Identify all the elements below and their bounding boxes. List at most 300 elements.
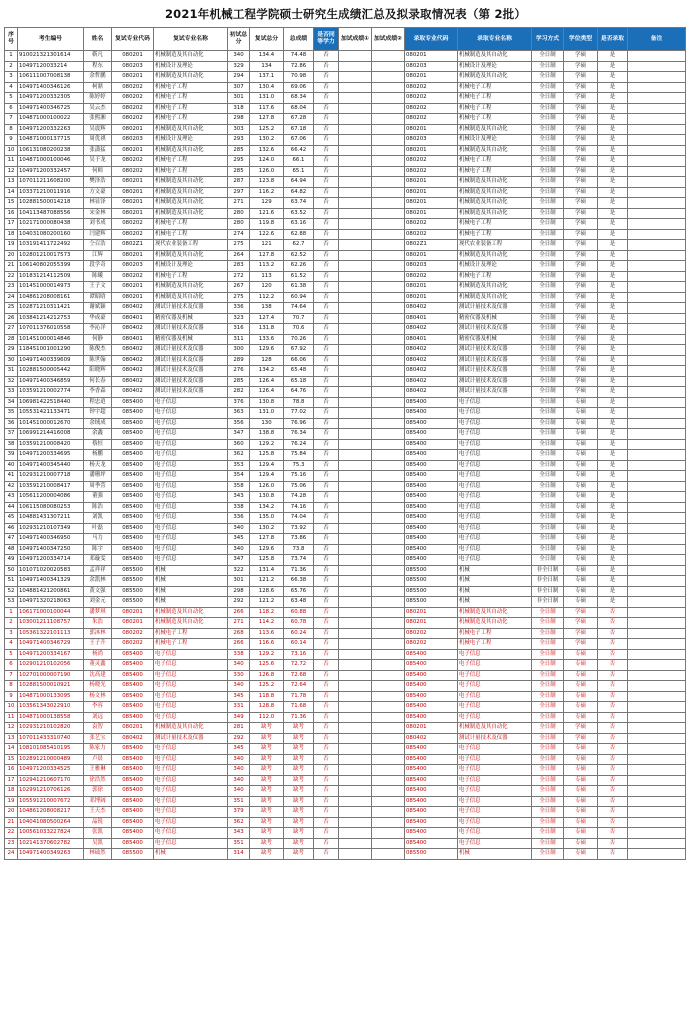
- table-cell: 10701143331074​0: [18, 733, 84, 744]
- table-cell: [372, 754, 405, 765]
- table-cell: 289: [228, 355, 250, 366]
- table-row: [5, 807, 686, 818]
- table-cell: 080201: [405, 250, 458, 261]
- table-cell: [372, 702, 405, 713]
- table-cell: 现代农业装备工程: [458, 240, 532, 251]
- table-cell: 否: [314, 555, 339, 566]
- table-cell: 71.68: [284, 702, 314, 713]
- table-cell: [372, 681, 405, 692]
- table-cell: 是: [598, 324, 628, 335]
- table-cell: 298: [228, 586, 250, 597]
- table-cell: 080202: [112, 271, 154, 282]
- table-cell: 080201: [112, 124, 154, 135]
- table-cell: 10497140034672​5: [18, 103, 84, 114]
- table-cell: 13: [5, 733, 18, 744]
- table-cell: 080202: [405, 229, 458, 240]
- table-cell: 19: [5, 796, 18, 807]
- table-cell: 测试计量技术及仪器: [458, 355, 532, 366]
- table-cell: 10299121070612​6: [18, 786, 84, 797]
- table-cell: 否: [598, 607, 628, 618]
- table-cell: 23: [5, 282, 18, 293]
- table-row: [5, 271, 686, 282]
- table-cell: 10287121031142​1: [18, 303, 84, 314]
- table-cell: 专硕: [564, 765, 598, 776]
- table-cell: [372, 691, 405, 702]
- table-cell: 学硕: [564, 345, 598, 356]
- table-cell: 全日制: [532, 124, 564, 135]
- table-cell: 电子信息: [154, 450, 228, 461]
- table-row: [5, 723, 686, 734]
- table-cell: [339, 324, 372, 335]
- table-cell: 是: [598, 502, 628, 513]
- table-cell: 0802Z1: [112, 240, 154, 251]
- table-cell: 王天杰: [84, 807, 112, 818]
- table-cell: 21: [5, 817, 18, 828]
- table-cell: [372, 786, 405, 797]
- table-cell: 080201: [112, 607, 154, 618]
- table-cell: 专硕: [564, 481, 598, 492]
- table-cell: 吴云杰: [84, 103, 112, 114]
- table-cell: 全日制: [532, 61, 564, 72]
- table-cell: 268: [228, 628, 250, 639]
- table-cell: 孟祥祥: [84, 565, 112, 576]
- table-cell: 124.0: [250, 156, 284, 167]
- table-cell: 否: [314, 534, 339, 545]
- table-cell: 测试计量技术及仪器: [458, 345, 532, 356]
- table-cell: 否: [598, 786, 628, 797]
- table-cell: 全日制: [532, 313, 564, 324]
- table-cell: 王子文: [84, 282, 112, 293]
- table-cell: 否: [314, 219, 339, 230]
- table-cell: 10698142251844​0: [18, 397, 84, 408]
- table-cell: [339, 271, 372, 282]
- table-cell: 测试计量技术及仪器: [458, 733, 532, 744]
- table-cell: 080201: [112, 145, 154, 156]
- table-cell: 学硕: [564, 292, 598, 303]
- table-cell: 25: [5, 303, 18, 314]
- table-cell: 余鑫: [84, 429, 112, 440]
- table-cell: 机械制造及其自动化: [458, 51, 532, 62]
- table-cell: 全日制: [532, 355, 564, 366]
- table-cell: 080201: [112, 618, 154, 629]
- table-cell: 是: [598, 156, 628, 167]
- table-cell: 专硕: [564, 544, 598, 555]
- table-cell: 是: [598, 334, 628, 345]
- table-cell: [628, 670, 686, 681]
- table-cell: 129: [250, 198, 284, 209]
- table-cell: 10613108020023​8: [18, 145, 84, 156]
- table-cell: 专硕: [564, 418, 598, 429]
- table-cell: 080201: [405, 187, 458, 198]
- table-cell: 全日制: [532, 744, 564, 755]
- table-cell: 否: [314, 523, 339, 534]
- table-cell: 机械: [154, 597, 228, 608]
- table-cell: 何静: [84, 334, 112, 345]
- table-cell: 340: [228, 660, 250, 671]
- table-cell: 080402: [405, 324, 458, 335]
- table-cell: [372, 796, 405, 807]
- table-cell: 陈俊杰: [84, 345, 112, 356]
- table-cell: 15: [5, 754, 18, 765]
- table-cell: 085400: [112, 481, 154, 492]
- table-cell: 17: [5, 775, 18, 786]
- table-cell: 学硕: [564, 733, 598, 744]
- table-cell: 285: [228, 166, 250, 177]
- table-cell: 080402: [112, 376, 154, 387]
- table-cell: 085400: [112, 555, 154, 566]
- table-cell: [339, 565, 372, 576]
- table-cell: 27: [5, 324, 18, 335]
- table-cell: [372, 639, 405, 650]
- table-cell: 293: [228, 135, 250, 146]
- table-cell: 机械电子工程: [154, 271, 228, 282]
- table-cell: 是: [598, 544, 628, 555]
- table-cell: 否: [314, 597, 339, 608]
- table-cell: 否: [314, 366, 339, 377]
- table-cell: 65.1: [284, 166, 314, 177]
- table-cell: 125.8: [250, 555, 284, 566]
- table-cell: 3: [5, 72, 18, 83]
- table-cell: 14: [5, 187, 18, 198]
- table-cell: 否: [314, 135, 339, 146]
- table-cell: 缺考: [250, 775, 284, 786]
- table-cell: 330: [228, 670, 250, 681]
- table-cell: 否: [314, 166, 339, 177]
- table-cell: 127.8: [250, 534, 284, 545]
- table-cell: [339, 439, 372, 450]
- table-cell: 电子信息: [458, 702, 532, 713]
- table-cell: 否: [314, 660, 339, 671]
- table-cell: 21: [5, 261, 18, 272]
- col-header: 学位类型: [564, 28, 598, 51]
- table-cell: 全日制: [532, 271, 564, 282]
- table-cell: 128.6: [250, 586, 284, 597]
- table-cell: 缺考: [284, 775, 314, 786]
- table-cell: 114.2: [250, 618, 284, 629]
- table-cell: 测试计量技术及仪器: [458, 376, 532, 387]
- table-cell: 10701137601055​8: [18, 324, 84, 335]
- table-cell: 10559121000767​2: [18, 796, 84, 807]
- table-cell: 362: [228, 817, 250, 828]
- table-cell: 10270100000719​0: [18, 670, 84, 681]
- table-cell: 085400: [112, 691, 154, 702]
- table-cell: 62.7: [284, 240, 314, 251]
- table-cell: 机械制造及其自动化: [154, 208, 228, 219]
- table-cell: [372, 166, 405, 177]
- table-cell: 67.92: [284, 345, 314, 356]
- table-cell: 085400: [405, 397, 458, 408]
- table-cell: 080203: [405, 135, 458, 146]
- table-cell: 学硕: [564, 229, 598, 240]
- table-cell: 35: [5, 408, 18, 419]
- table-cell: 91002132130161​4: [18, 51, 84, 62]
- table-cell: 全日制: [532, 628, 564, 639]
- table-cell: 电子信息: [154, 817, 228, 828]
- table-cell: 283: [228, 261, 250, 272]
- table-cell: 085400: [112, 649, 154, 660]
- table-cell: 全日制: [532, 376, 564, 387]
- table-cell: 机械电子工程: [458, 271, 532, 282]
- table-cell: 否: [314, 817, 339, 828]
- table-row: [5, 828, 686, 839]
- table-cell: 8: [5, 124, 18, 135]
- table-cell: [339, 628, 372, 639]
- table-cell: 10294121060717​0: [18, 775, 84, 786]
- table-cell: 085400: [112, 775, 154, 786]
- table-cell: 全日制: [532, 135, 564, 146]
- table-cell: 63.52: [284, 208, 314, 219]
- table-cell: [628, 198, 686, 209]
- table-cell: 机械制造及其自动化: [154, 72, 228, 83]
- table-cell: 131.8: [250, 324, 284, 335]
- table-cell: 机械制造及其自动化: [154, 145, 228, 156]
- table-cell: 301: [228, 576, 250, 587]
- table-cell: 080402: [112, 366, 154, 377]
- table-cell: 349: [228, 712, 250, 723]
- table-cell: 否: [314, 744, 339, 755]
- table-cell: 潘珊坪: [84, 471, 112, 482]
- table-cell: 机械制造及其自动化: [458, 292, 532, 303]
- table-cell: [372, 471, 405, 482]
- table-cell: 何师: [84, 166, 112, 177]
- table-cell: 10497140034544​0: [18, 460, 84, 471]
- table-cell: 131.0: [250, 93, 284, 104]
- table-cell: 否: [314, 702, 339, 713]
- table-cell: 080203: [112, 61, 154, 72]
- table-cell: 085400: [112, 513, 154, 524]
- table-cell: 何长春: [84, 376, 112, 387]
- table-cell: 080202: [112, 628, 154, 639]
- table-cell: 学硕: [564, 103, 598, 114]
- table-cell: 刘凯: [84, 513, 112, 524]
- table-cell: 125.2: [250, 124, 284, 135]
- table-cell: 机械电子工程: [154, 166, 228, 177]
- table-cell: 否: [598, 807, 628, 818]
- table-cell: 邓博阔: [84, 796, 112, 807]
- table-cell: 336: [228, 513, 250, 524]
- table-cell: [372, 723, 405, 734]
- table-cell: 靳凡: [84, 51, 112, 62]
- table-cell: 085500: [112, 597, 154, 608]
- table-cell: 336: [228, 303, 250, 314]
- table-row: [5, 397, 686, 408]
- table-cell: 是: [598, 555, 628, 566]
- table-cell: 129.4: [250, 460, 284, 471]
- table-cell: 085400: [112, 838, 154, 849]
- table-cell: [339, 261, 372, 272]
- table-cell: 42: [5, 481, 18, 492]
- table-cell: 085400: [405, 828, 458, 839]
- table-row: [5, 72, 686, 83]
- table-cell: 全日制: [532, 334, 564, 345]
- table-cell: 董强: [84, 492, 112, 503]
- table-cell: 085400: [405, 544, 458, 555]
- table-cell: 否: [598, 765, 628, 776]
- table-cell: 6: [5, 660, 18, 671]
- table-row: [5, 292, 686, 303]
- table-cell: [372, 807, 405, 818]
- table-cell: 张凯: [84, 828, 112, 839]
- table-cell: 学硕: [564, 198, 598, 209]
- header-row: [5, 28, 686, 51]
- table-cell: 9: [5, 691, 18, 702]
- table-row: [5, 796, 686, 807]
- table-cell: 机械: [458, 565, 532, 576]
- table-cell: 085400: [405, 471, 458, 482]
- table-cell: 354: [228, 471, 250, 482]
- table-cell: 085400: [112, 408, 154, 419]
- table-cell: 126.8: [250, 670, 284, 681]
- table-cell: 机械制造及其自动化: [458, 198, 532, 209]
- table-cell: 10497120033469​5: [18, 450, 84, 461]
- table-cell: 机械制造及其自动化: [154, 198, 228, 209]
- table-cell: 陈世翰: [84, 355, 112, 366]
- table-cell: 10289121000048​9: [18, 754, 84, 765]
- table-cell: 机械电子工程: [154, 229, 228, 240]
- table-cell: 080202: [405, 166, 458, 177]
- table-cell: 080202: [405, 639, 458, 650]
- table-cell: 全日制: [532, 345, 564, 356]
- table-cell: [628, 177, 686, 188]
- table-cell: 5: [5, 93, 18, 104]
- table-cell: 否: [598, 702, 628, 713]
- table-cell: 机械电子工程: [458, 114, 532, 125]
- table-cell: 是: [598, 481, 628, 492]
- table-cell: [339, 744, 372, 755]
- table-cell: 是: [598, 145, 628, 156]
- table-cell: 45: [5, 513, 18, 524]
- table-cell: 吴震辉: [84, 124, 112, 135]
- table-cell: 郭沐林: [84, 628, 112, 639]
- table-cell: 电子信息: [154, 439, 228, 450]
- table-cell: 电子信息: [458, 544, 532, 555]
- table-cell: [372, 649, 405, 660]
- table-row: [5, 93, 686, 104]
- col-header: 姓名: [84, 28, 112, 51]
- table-row: [5, 408, 686, 419]
- table-cell: 126.0: [250, 166, 284, 177]
- table-cell: 否: [314, 198, 339, 209]
- table-cell: 129.2: [250, 649, 284, 660]
- table-cell: 专硕: [564, 754, 598, 765]
- table-cell: 否: [314, 292, 339, 303]
- table-row: [5, 534, 686, 545]
- table-cell: 专硕: [564, 429, 598, 440]
- table-cell: [372, 607, 405, 618]
- table-cell: 专硕: [564, 450, 598, 461]
- table-cell: 282: [228, 387, 250, 398]
- table-cell: 085400: [112, 754, 154, 765]
- table-cell: 是: [598, 597, 628, 608]
- table-cell: [372, 93, 405, 104]
- table-cell: 080401: [112, 313, 154, 324]
- table-cell: 080201: [405, 618, 458, 629]
- table-cell: 电子信息: [154, 796, 228, 807]
- table-cell: 专硕: [564, 471, 598, 482]
- table-cell: [628, 61, 686, 72]
- table-cell: 全日制: [532, 82, 564, 93]
- table-cell: 专硕: [564, 660, 598, 671]
- table-cell: 机械: [154, 849, 228, 860]
- table-row: [5, 429, 686, 440]
- table-cell: 学硕: [564, 376, 598, 387]
- table-cell: 340: [228, 765, 250, 776]
- table-cell: 131.0: [250, 408, 284, 419]
- table-row: [5, 660, 686, 671]
- table-cell: 41: [5, 471, 18, 482]
- table-cell: 全日制: [532, 429, 564, 440]
- table-cell: [628, 691, 686, 702]
- table-cell: 60.88: [284, 607, 314, 618]
- table-cell: 129.6: [250, 345, 284, 356]
- table-cell: 否: [598, 849, 628, 860]
- table-cell: [372, 849, 405, 860]
- table-cell: [372, 628, 405, 639]
- table-cell: 徐浩然: [84, 775, 112, 786]
- table-cell: 287: [228, 177, 250, 188]
- table-cell: 林础然: [84, 849, 112, 860]
- table-cell: [372, 544, 405, 555]
- table-cell: [339, 219, 372, 230]
- table-cell: 是: [598, 219, 628, 230]
- table-cell: 否: [314, 576, 339, 587]
- table-cell: 学硕: [564, 618, 598, 629]
- table-cell: 085400: [405, 513, 458, 524]
- table-cell: 全日制: [532, 51, 564, 62]
- table-cell: 74.48: [284, 51, 314, 62]
- table-cell: 朱浩: [84, 618, 112, 629]
- table-row: [5, 691, 686, 702]
- table-cell: 全日制: [532, 796, 564, 807]
- table-cell: 085500: [405, 565, 458, 576]
- table-cell: 否: [598, 744, 628, 755]
- table-cell: 129.2: [250, 439, 284, 450]
- table-cell: 340: [228, 775, 250, 786]
- table-cell: 300: [228, 345, 250, 356]
- table-cell: 全日制: [532, 145, 564, 156]
- table-cell: 现代农业装备工程: [154, 240, 228, 251]
- table-cell: 080202: [112, 639, 154, 650]
- table-cell: 电子信息: [458, 744, 532, 755]
- table-cell: 机械: [458, 576, 532, 587]
- table-cell: 是: [598, 408, 628, 419]
- table-cell: 否: [314, 124, 339, 135]
- table-cell: [339, 93, 372, 104]
- table-cell: [339, 313, 372, 324]
- table-cell: 机械电子工程: [154, 156, 228, 167]
- table-cell: 080201: [112, 72, 154, 83]
- table-cell: [339, 723, 372, 734]
- table-cell: 机械电子工程: [154, 82, 228, 93]
- table-cell: 全日制: [532, 219, 564, 230]
- table-cell: 是: [598, 135, 628, 146]
- table-cell: 否: [314, 156, 339, 167]
- table-cell: 机械电子工程: [458, 82, 532, 93]
- table-cell: [628, 387, 686, 398]
- table-cell: 311: [228, 334, 250, 345]
- table-cell: 2: [5, 61, 18, 72]
- table-cell: 专硕: [564, 565, 598, 576]
- table-cell: 292: [228, 733, 250, 744]
- table-cell: [628, 261, 686, 272]
- table-cell: 否: [314, 103, 339, 114]
- table-cell: 专硕: [564, 702, 598, 713]
- table-cell: 机械电子工程: [458, 156, 532, 167]
- table-cell: 080402: [112, 733, 154, 744]
- table-cell: 全日制: [532, 670, 564, 681]
- table-cell: 10617100010004​4: [18, 607, 84, 618]
- table-cell: 30: [5, 355, 18, 366]
